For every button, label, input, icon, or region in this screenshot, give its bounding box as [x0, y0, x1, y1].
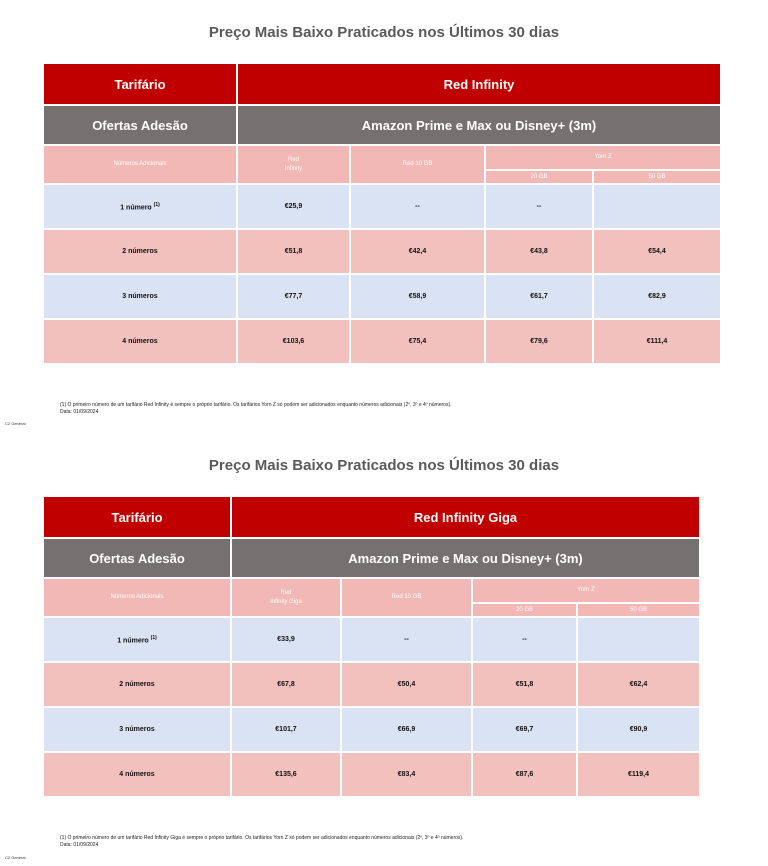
- col-header-red: [231, 578, 341, 617]
- col-header-red10: Red 10 GB: [341, 578, 472, 617]
- price-table: [42, 495, 701, 798]
- page-title: Preço Mais Baixo Praticados nos Últimos 30 dias: [208, 457, 560, 474]
- page-title: Preço Mais Baixo Praticados nos Últimos 30 dias: [208, 24, 560, 41]
- price-cell: --: [341, 617, 472, 662]
- price-cell: --: [350, 184, 485, 229]
- price-cell: €61,7: [485, 274, 593, 319]
- col-header-numeros: Números Adicionais: [43, 145, 237, 184]
- classification-label: C2 General: [5, 855, 26, 860]
- price-cell: €42,4: [350, 229, 485, 274]
- table-row: [43, 184, 721, 229]
- table-row: [43, 617, 700, 662]
- footnote: [60, 835, 463, 849]
- table-row: [43, 707, 700, 752]
- table-row: [43, 229, 721, 274]
- price-cell: €51,8: [472, 662, 577, 707]
- col-header-50gb: 50 GB: [593, 170, 721, 184]
- col-header-20gb: 20 GB: [472, 603, 577, 617]
- price-cell: --: [485, 184, 593, 229]
- price-cell: €25,9: [237, 184, 350, 229]
- price-cell: €69,7: [472, 707, 577, 752]
- price-cell: €66,9: [341, 707, 472, 752]
- row-label: 2 números: [43, 662, 231, 707]
- footnote-date: Data: 01/09/2024: [60, 409, 99, 415]
- col-header-red-line1: Red: [280, 589, 292, 596]
- row-label: 4 números: [43, 319, 237, 364]
- footnote-date: Data: 01/09/2024: [60, 842, 99, 848]
- table-row: [43, 752, 700, 797]
- price-cell: [593, 184, 721, 229]
- price-cell: €82,9: [593, 274, 721, 319]
- footnote: [60, 402, 452, 416]
- ofertas-label: Ofertas Adesão: [43, 105, 237, 145]
- price-cell: €67,8: [231, 662, 341, 707]
- row-label: 4 números: [43, 752, 231, 797]
- table-row: [43, 662, 700, 707]
- table-row: [43, 274, 721, 319]
- price-cell: €51,8: [237, 229, 350, 274]
- price-cell: €90,9: [577, 707, 700, 752]
- price-cell: €111,4: [593, 319, 721, 364]
- ofertas-value: Amazon Prime e Max ou Disney+ (3m): [237, 105, 721, 145]
- price-cell: €33,9: [231, 617, 341, 662]
- price-cell: €77,7: [237, 274, 350, 319]
- row-label: 2 números: [43, 229, 237, 274]
- tarifario-value: Red Infinity Giga: [231, 496, 700, 538]
- col-header-yorn: Yorn Z: [485, 145, 721, 170]
- col-header-red10: Red 10 GB: [350, 145, 485, 184]
- col-header-red-line2: Infinity Giga: [270, 598, 302, 605]
- col-header-red: [237, 145, 350, 184]
- price-cell: €58,9: [350, 274, 485, 319]
- ofertas-label: Ofertas Adesão: [43, 538, 231, 578]
- row-label: 1 número $^{(1)}$: [43, 617, 231, 662]
- price-cell: €103,6: [237, 319, 350, 364]
- price-table: [42, 62, 722, 365]
- price-cell: €43,8: [485, 229, 593, 274]
- price-cell: €62,4: [577, 662, 700, 707]
- col-header-red-line2: Infinity: [284, 165, 303, 172]
- col-header-yorn: Yorn Z: [472, 578, 700, 603]
- price-cell: €119,4: [577, 752, 700, 797]
- table-row: [43, 319, 721, 364]
- col-header-20gb: 20 GB: [485, 170, 593, 184]
- ofertas-value: Amazon Prime e Max ou Disney+ (3m): [231, 538, 700, 578]
- tarifario-value: Red Infinity: [237, 63, 721, 105]
- price-cell: €83,4: [341, 752, 472, 797]
- col-header-50gb: 50 GB: [577, 603, 700, 617]
- col-header-numeros: Números Adicionais: [43, 578, 231, 617]
- classification-label: C2 General: [5, 421, 26, 426]
- col-header-red-line1: Red: [287, 156, 299, 163]
- price-cell: €79,6: [485, 319, 593, 364]
- row-label: 1 número $^{(1)}$: [43, 184, 237, 229]
- price-cell: €54,4: [593, 229, 721, 274]
- price-cell: --: [472, 617, 577, 662]
- footnote-text: (1) O primeiro número de um tarifário Red Infinity é sempre o próprio tarifário. Os tarifários Yorn Z só podem ser adicionados enquanto números adicionais (2º, 3º e 4º números).: [60, 402, 452, 408]
- footnote-text: (1) O primeiro número de um tarifário Red Infinity Giga é sempre o próprio tarifário. Os tarifários Yorn Z só podem ser adicionados enquanto números adicionais (2º, 3º e 4º números).: [60, 835, 464, 841]
- price-cell: €135,6: [231, 752, 341, 797]
- price-cell: €50,4: [341, 662, 472, 707]
- price-cell: €87,6: [472, 752, 577, 797]
- tarifario-label: Tarifário: [43, 63, 237, 105]
- price-cell: €101,7: [231, 707, 341, 752]
- tarifario-label: Tarifário: [43, 496, 231, 538]
- row-label: 3 números: [43, 707, 231, 752]
- row-label: 3 números: [43, 274, 237, 319]
- price-cell: [577, 617, 700, 662]
- price-cell: €75,4: [350, 319, 485, 364]
